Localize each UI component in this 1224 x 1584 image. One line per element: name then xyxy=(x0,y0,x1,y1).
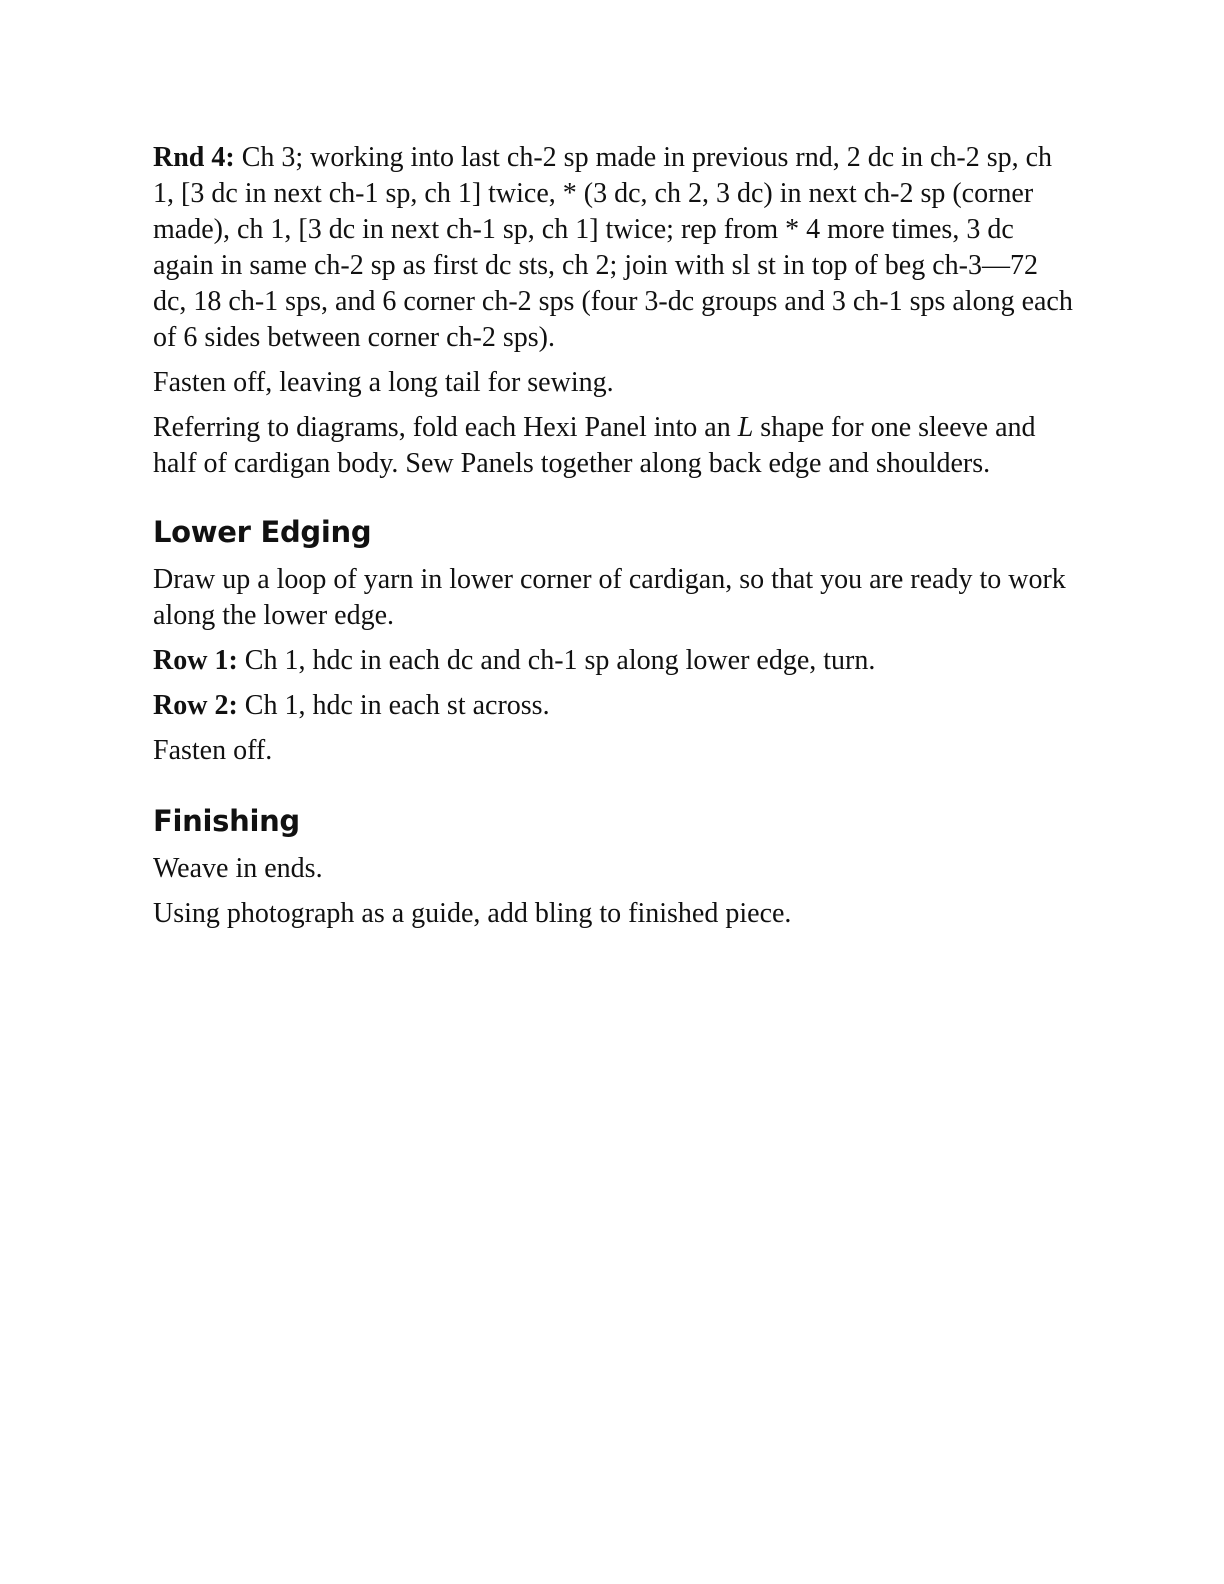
referring-text-end: shape for one sleeve and half of cardigan body. Sew Panels together along back edge and shoulders. xyxy=(153,412,1036,479)
finishing-bling: Using photograph as a guide, add bling to finished piece. xyxy=(153,898,792,929)
rnd4-text: Ch 3; working into last ch-2 sp made in previous rnd, 2 dc in ch-2 sp, ch 1, [3 dc in next ch-1 sp, ch 1] twice, * (3 dc, ch 2, 3 dc) in next ch-2 sp (corner made), ch 1, [3 dc in next ch-1 sp, ch 1] twice; rep from * 4 more times, 3 dc again in same ch-2 sp as first dc sts, ch 2; join with sl st in top of beg ch-3—72 dc, 18 ch-1 sps, and 6 corner ch-2 sps (four 3-dc groups and 3 ch-1 sps along each of 6 sides between corner ch-2 sps). xyxy=(153,142,1073,353)
row1-label: Row 1: xyxy=(153,645,238,676)
rnd4-label: Rnd 4: xyxy=(153,142,235,173)
row2-label: Row 2: xyxy=(153,690,238,721)
lower-edging-fasten-off: Fasten off. xyxy=(153,735,273,766)
row2-paragraph xyxy=(153,688,1073,724)
row1-paragraph xyxy=(153,643,1073,679)
finishing-weave: Weave in ends. xyxy=(153,853,323,884)
document-page xyxy=(153,140,1073,941)
lower-edging-intro: Draw up a loop of yarn in lower corner of cardigan, so that you are ready to work along the lower edge. xyxy=(153,564,1066,631)
lower-edging-heading: Lower Edging xyxy=(153,515,372,549)
finishing-heading: Finishing xyxy=(153,804,300,838)
row1-text: Ch 1, hdc in each dc and ch-1 sp along lower edge, turn. xyxy=(237,645,876,676)
rnd4-paragraph xyxy=(153,140,1073,356)
referring-text-start: Referring to diagrams, fold each Hexi Panel into an xyxy=(153,412,738,443)
fasten-off-tail-paragraph: Fasten off, leaving a long tail for sewing. xyxy=(153,367,614,398)
row2-text: Ch 1, hdc in each st across. xyxy=(237,690,550,721)
referring-italic-letter: L xyxy=(737,412,754,443)
referring-paragraph xyxy=(153,410,1073,482)
